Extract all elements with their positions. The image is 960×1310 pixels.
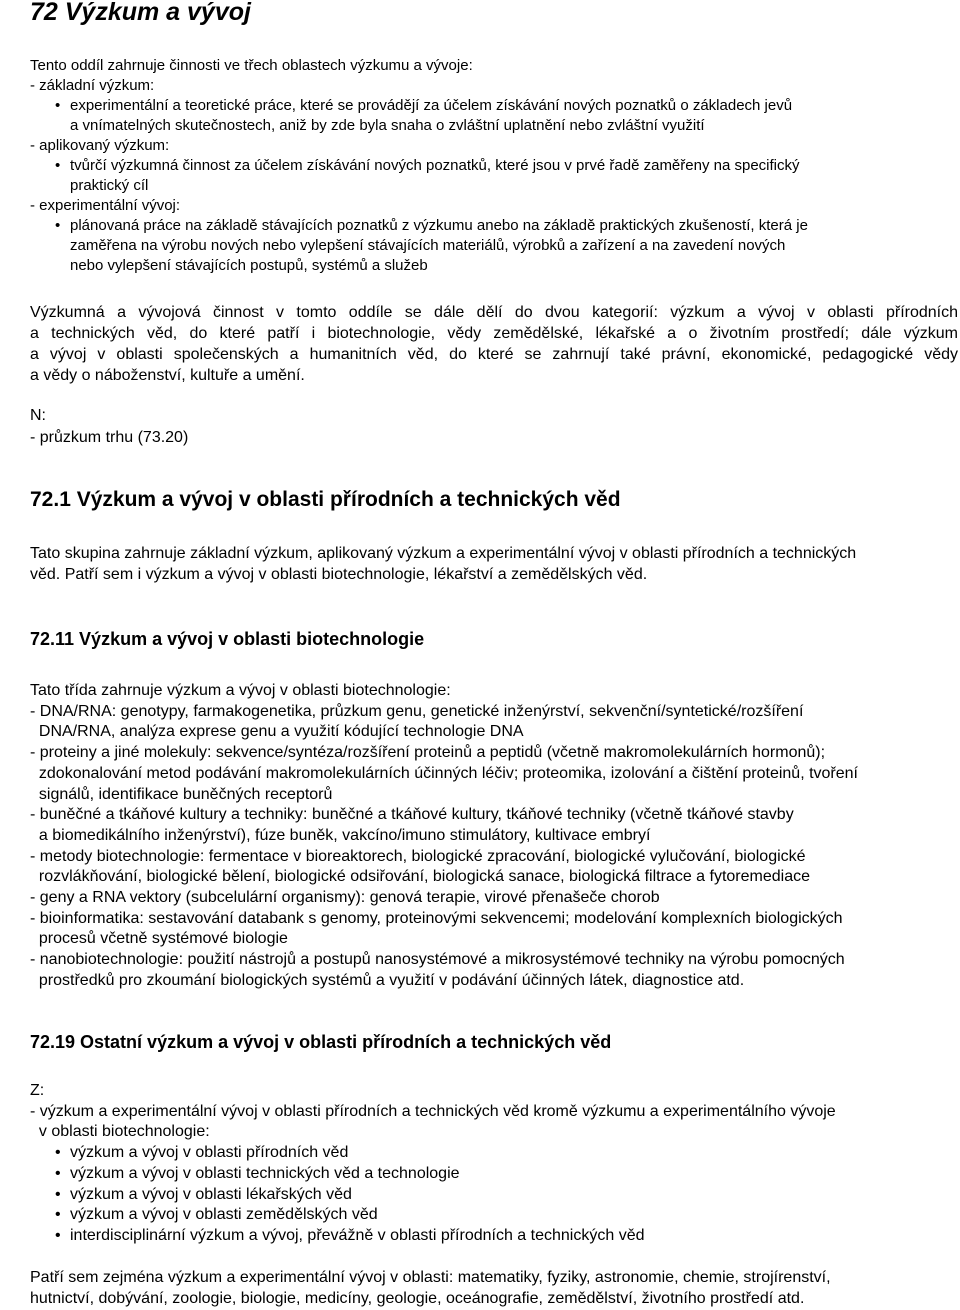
list-item-line: - metody biotechnologie: fermentace v bioreaktorech, biologické zpracování, biologické vylučování, biologické: [30, 847, 806, 865]
n-exclusions: [30, 405, 188, 449]
list-item-text: výzkum a vývoj v oblasti technických věd a technologie: [70, 1164, 460, 1182]
list-item: [30, 1185, 958, 1206]
paragraph-72-19: [30, 1081, 958, 1247]
paragraph-line: v oblasti biotechnologie:: [30, 1123, 210, 1141]
bullet-text-line: praktický cíl: [70, 177, 149, 194]
list-item: [30, 909, 958, 950]
list-item-line: zdokonalování metod podávání makromolekulárních účinných léčiv; proteomika, izolování a čištění proteinů, tvoření: [30, 764, 858, 782]
paragraph-line: a vývoj v oblasti společenských a humanitních věd, do které se zahrnují také právní, ekonomické, pedagogické vědy: [30, 346, 958, 363]
list-item-line: a biomedikálního inženýrství), fúze buněk, vakcíno/imuno stimulátory, kultivace embryí: [30, 826, 651, 844]
paragraph-line: Patří sem zejména výzkum a experimentální vývoj v oblasti: matematiky, fyziky, astronomie, chemie, strojírenství,: [30, 1269, 831, 1286]
heading-72-1: 72.1 Výzkum a vývoj v oblasti přírodních a technických věd: [30, 488, 621, 511]
list-item-text: výzkum a vývoj v oblasti lékařských věd: [70, 1185, 352, 1203]
list-item: [30, 1143, 958, 1164]
paragraph-line: věd. Patří sem i výzkum a vývoj v oblasti biotechnologie, lékařství a zemědělských věd.: [30, 566, 648, 583]
list-item-text: interdisciplinární výzkum a vývoj, převážně v oblasti přírodních a technických věd: [70, 1226, 645, 1244]
list-item: [30, 743, 958, 805]
heading-72-19: 72.19 Ostatní výzkum a vývoj v oblasti přírodních a technických věd: [30, 1032, 612, 1052]
list-item: [30, 1164, 958, 1185]
bullet-icon: •: [55, 97, 61, 114]
list-item-line: procesů včetně systémové biologie: [30, 930, 288, 948]
list-item-line: - geny a RNA vektory (subcelulární organismy): genová terapie, virové přenašeče chorob: [30, 889, 660, 907]
experimental-dev-label: - experimentální vývoj:: [30, 197, 181, 214]
list-item-text: výzkum a vývoj v oblasti přírodních věd: [70, 1144, 349, 1162]
intro-text: Tento oddíl zahrnuje činnosti ve třech oblastech výzkumu a vývoje:: [30, 57, 473, 74]
n-label: N:: [30, 407, 46, 424]
paragraph-intro: Tato třída zahrnuje výzkum a vývoj v oblasti biotechnologie:: [30, 682, 451, 699]
paragraph-line: a vědy o náboženství, kultuře a umění.: [30, 367, 305, 384]
bullet-icon: •: [55, 157, 61, 174]
list-item: [30, 1226, 958, 1247]
paragraph-fields: [30, 1268, 958, 1309]
bullet-icon: •: [55, 217, 61, 234]
list-item-line: - proteiny a jiné molekuly: sekvence/syntéza/rozšíření proteinů a peptidů (včetně makromolekulárních hormonů);: [30, 744, 826, 762]
section-research-areas: [30, 56, 958, 276]
list-item-line: - bioinformatika: sestavování databank s genomy, proteinovými sekvencemi; modelování komplexních biologických: [30, 909, 843, 927]
n-item: - průzkum trhu (73.20): [30, 429, 189, 446]
list-item: [30, 888, 958, 909]
list-item: [30, 950, 958, 991]
bullet-icon: •: [55, 1226, 61, 1244]
list-item: [30, 1205, 958, 1226]
bullet-text-line: tvůrčí výzkumná činnost za účelem získávání nových poznatků, které jsou v prvé řadě zaměřeny na specifický: [70, 157, 800, 174]
bullet-icon: •: [55, 1144, 61, 1162]
paragraph-72-11: [30, 681, 958, 992]
list-item-line: prostředků pro zkoumání biologických systémů a využití v podávání účinných látek, diagnostice atd.: [30, 971, 745, 989]
basic-research-bullet: [30, 96, 958, 136]
bullet-text-line: experimentální a teoretické práce, které se provádějí za účelem získávání nových poznatků o základech jevů: [70, 97, 793, 114]
bullet-text-line: plánovaná práce na základě stávajících poznatků z výzkumu anebo na základě praktických zkušeností, která je: [70, 217, 808, 234]
paragraph-categories: [30, 302, 958, 386]
paragraph-line: Tato skupina zahrnuje základní výzkum, aplikovaný výzkum a experimentální vývoj v oblasti přírodních a technických: [30, 545, 857, 562]
list-item-text: výzkum a vývoj v oblasti zemědělských věd: [70, 1206, 378, 1224]
list-item-line: - DNA/RNA: genotypy, farmakogenetika, průzkum genu, genetické inženýrství, sekvenční/syntetické/rozšíření: [30, 702, 804, 720]
paragraph-line: a technických věd, do které patří i biotechnologie, vědy zemědělské, lékařské a o životním prostředí; dále výzkum: [30, 325, 958, 342]
paragraph-line: hutnictví, dobývání, zoologie, biologie, medicíny, geologie, oceánografie, zemědělství, životního prostředí atd.: [30, 1289, 805, 1307]
bullet-text-line: zaměřena na výrobu nových nebo vylepšení stávajících materiálů, výrobků a zařízení a na zavedení nových: [70, 237, 786, 254]
experimental-dev-bullet: [30, 216, 958, 276]
list-item: [30, 805, 958, 846]
applied-research-bullet: [30, 156, 958, 196]
list-item-line: - buněčné a tkáňové kultury a techniky: buněčné a tkáňové kultury, tkáňové techniky (včetně tkáňové stavby: [30, 806, 794, 824]
z-label: Z:: [30, 1082, 45, 1099]
bullet-icon: •: [55, 1206, 61, 1224]
list-item-line: DNA/RNA, analýza exprese genu a využití kódující technologie DNA: [30, 723, 524, 741]
bullet-text-line: a vnímatelných skutečnostech, aniž by zde byla snaha o zvláštní uplatnění nebo zvláštní využití: [70, 117, 705, 134]
list-item: [30, 702, 958, 743]
bullet-icon: •: [55, 1164, 61, 1182]
list-item-line: rozvlákňování, biologické bělení, biologické odsiřování, biologická sanace, biologická filtrace a fytoremediace: [30, 868, 810, 886]
list-item-line: - nanobiotechnologie: použití nástrojů a postupů nanosystémové a mikrosystémové techniky na výrobu pomocných: [30, 951, 845, 969]
heading-72-11: 72.11 Výzkum a vývoj v oblasti biotechnologie: [30, 629, 425, 649]
paragraph-line: Výzkumná a vývojová činnost v tomto oddíle se dále dělí do dvou kategorií: výzkum a vývoj v oblasti přírodních: [30, 304, 958, 321]
paragraph-72-1: [30, 543, 958, 585]
heading-72: 72 Výzkum a vývoj: [30, 0, 251, 26]
applied-research-label: - aplikovaný výzkum:: [30, 137, 170, 154]
bullet-text-line: nebo vylepšení stávajících postupů, systémů a služeb: [70, 257, 428, 274]
basic-research-label: - základní výzkum:: [30, 77, 155, 94]
paragraph-line: - výzkum a experimentální vývoj v oblasti přírodních a technických věd kromě výzkumu a experimentálního vývoje: [30, 1102, 836, 1120]
list-item-line: signálů, identifikace buněčných receptorů: [30, 785, 333, 803]
bullet-icon: •: [55, 1185, 61, 1203]
list-item: [30, 847, 958, 888]
